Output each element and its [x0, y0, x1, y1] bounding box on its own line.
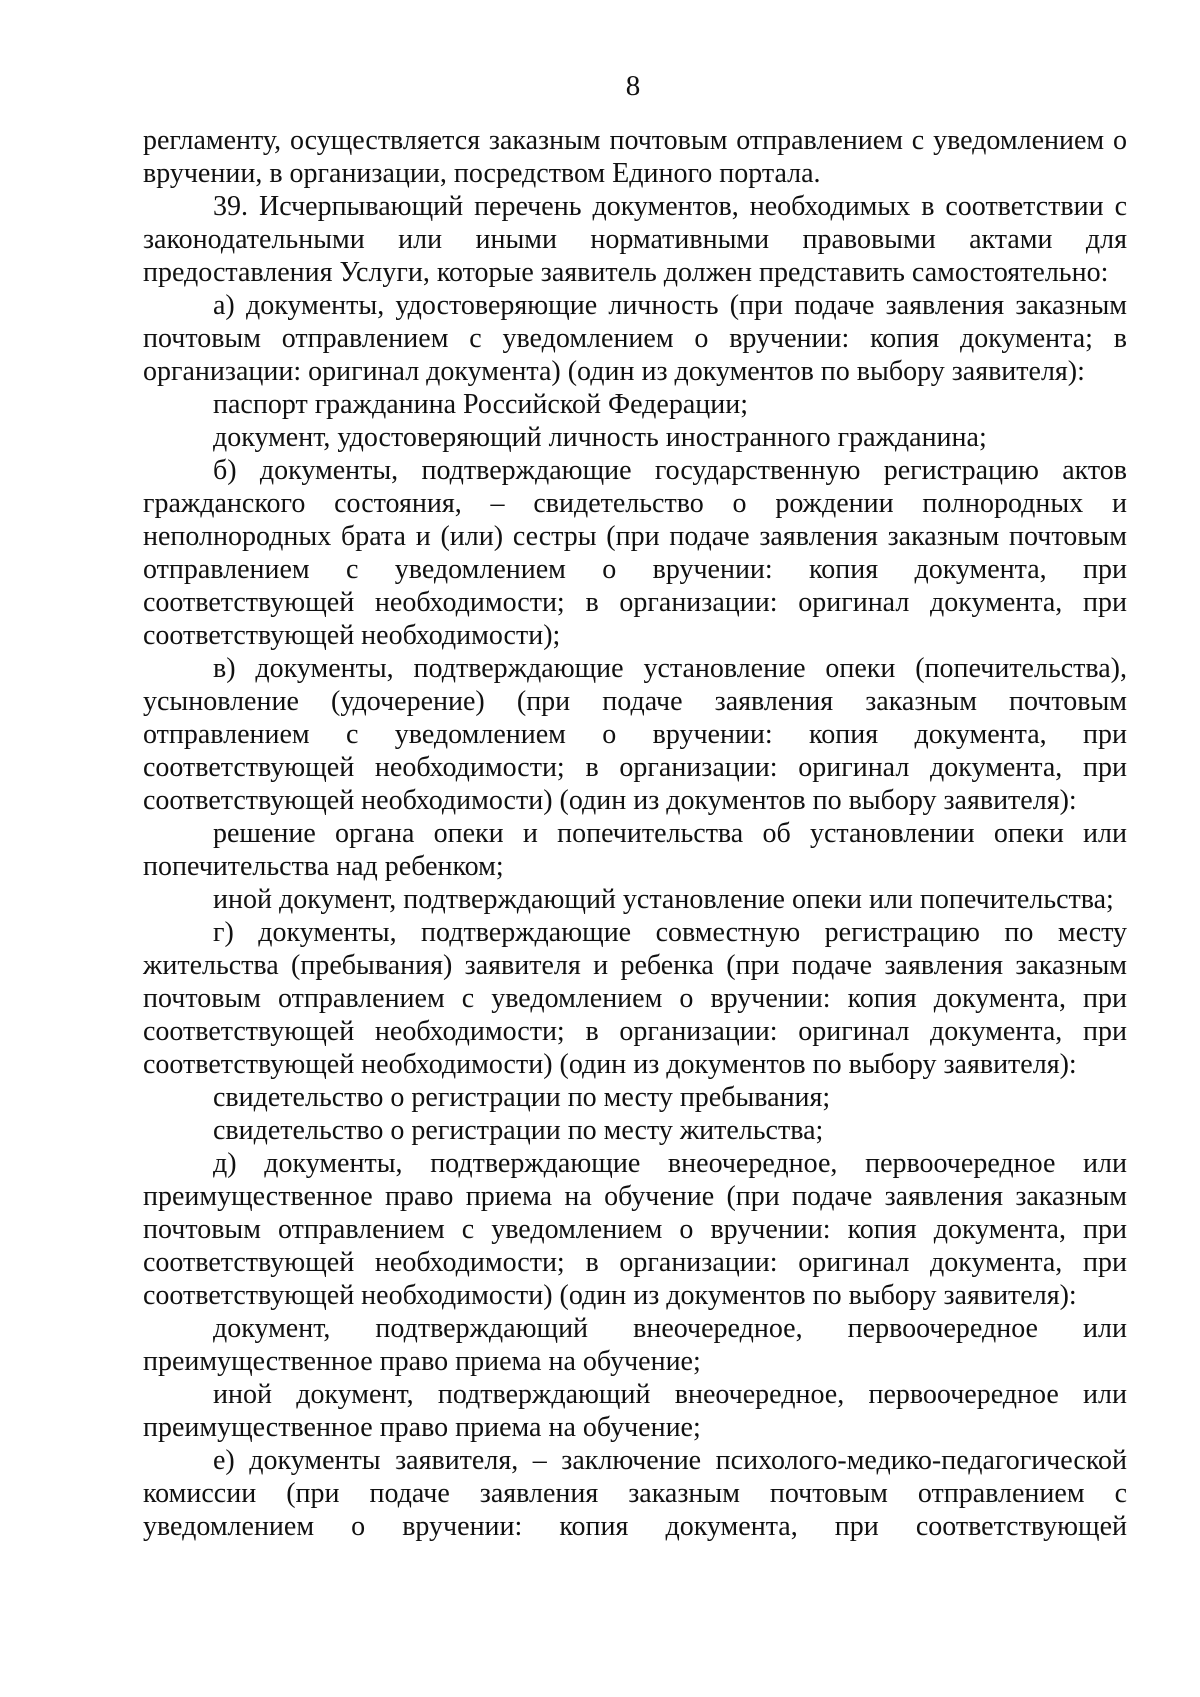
paragraph-subitem-v: в) документы, подтверждающие установление опеки (попечительства), усыновление (удочерение) (при подаче заявления заказным почтовым отправлением с уведомлением о вручении: копия документа, при соответствующей необходимости; в организации: оригинал документа, при соответствующей необходимости) (один из документов по выбору заявителя): — [143, 653, 1127, 816]
page-number: 8 — [625, 70, 641, 102]
list-item-residence-registration: свидетельство о регистрации по месту жительства; — [213, 1115, 824, 1146]
paragraph-item-39: 39. Исчерпывающий перечень документов, необходимых в соответствии с законодательными или иными нормативными правовыми актами для предоставления Услуги, которые заявитель должен представить самостоятельно: — [143, 191, 1127, 288]
list-item-priority-right-document: документ, подтверждающий внеочередное, первоочередное или преимущественное право приема на обучение; — [143, 1313, 1127, 1377]
list-item-passport: паспорт гражданина Российской Федерации; — [213, 389, 749, 420]
list-item-stay-registration: свидетельство о регистрации по месту пребывания; — [213, 1082, 831, 1113]
paragraph-subitem-g: г) документы, подтверждающие совместную регистрацию по месту жительства (пребывания) заявителя и ребенка (при подаче заявления заказным почтовым отправлением с уведомлением о вручении: копия документа, при соответствующей необходимости; в организации: оригинал документа, при соответствующей необходимости) (один из документов по выбору заявителя): — [143, 917, 1127, 1080]
list-item-other-priority-right-document: иной документ, подтверждающий внеочередное, первоочередное или преимущественное право приема на обучение; — [143, 1379, 1127, 1443]
document-body — [143, 124, 1127, 1543]
paragraph-subitem-d: д) документы, подтверждающие внеочередное, первоочередное или преимущественное право приема на обучение (при подаче заявления заказным почтовым отправлением с уведомлением о вручении: копия документа, при соответствующей необходимости; в организации: оригинал документа, при соответствующей необходимости) (один из документов по выбору заявителя): — [143, 1148, 1127, 1311]
paragraph-subitem-a: а) документы, удостоверяющие личность (при подаче заявления заказным почтовым отправлением с уведомлением о вручении: копия документа; в организации: оригинал документа) (один из документов по выбору заявителя): — [143, 290, 1127, 387]
paragraph-subitem-b: б) документы, подтверждающие государственную регистрацию актов гражданского состояния, – свидетельство о рождении полнородных и неполнородных брата и (или) сестры (при подаче заявления заказным почтовым отправлением с уведомлением о вручении: копия документа, при соответствующей необходимости; в организации: оригинал документа, при соответствующей необходимости); — [143, 455, 1127, 651]
list-item-foreign-id: документ, удостоверяющий личность иностранного гражданина; — [213, 422, 987, 453]
paragraph-continuation: регламенту, осуществляется заказным почтовым отправлением с уведомлением о вручении, в организации, посредством Единого портала. — [143, 125, 1127, 189]
list-item-other-guardianship-document: иной документ, подтверждающий установление опеки или попечительства; — [213, 884, 1114, 915]
paragraph-subitem-e: е) документы заявителя, – заключение психолого-медико-педагогической комиссии (при подаче заявления заказным почтовым отправлением с уведомлением о вручении: копия документа, при соответствующей — [143, 1445, 1127, 1542]
list-item-guardianship-decision: решение органа опеки и попечительства об установлении опеки или попечительства над ребенком; — [143, 818, 1127, 882]
